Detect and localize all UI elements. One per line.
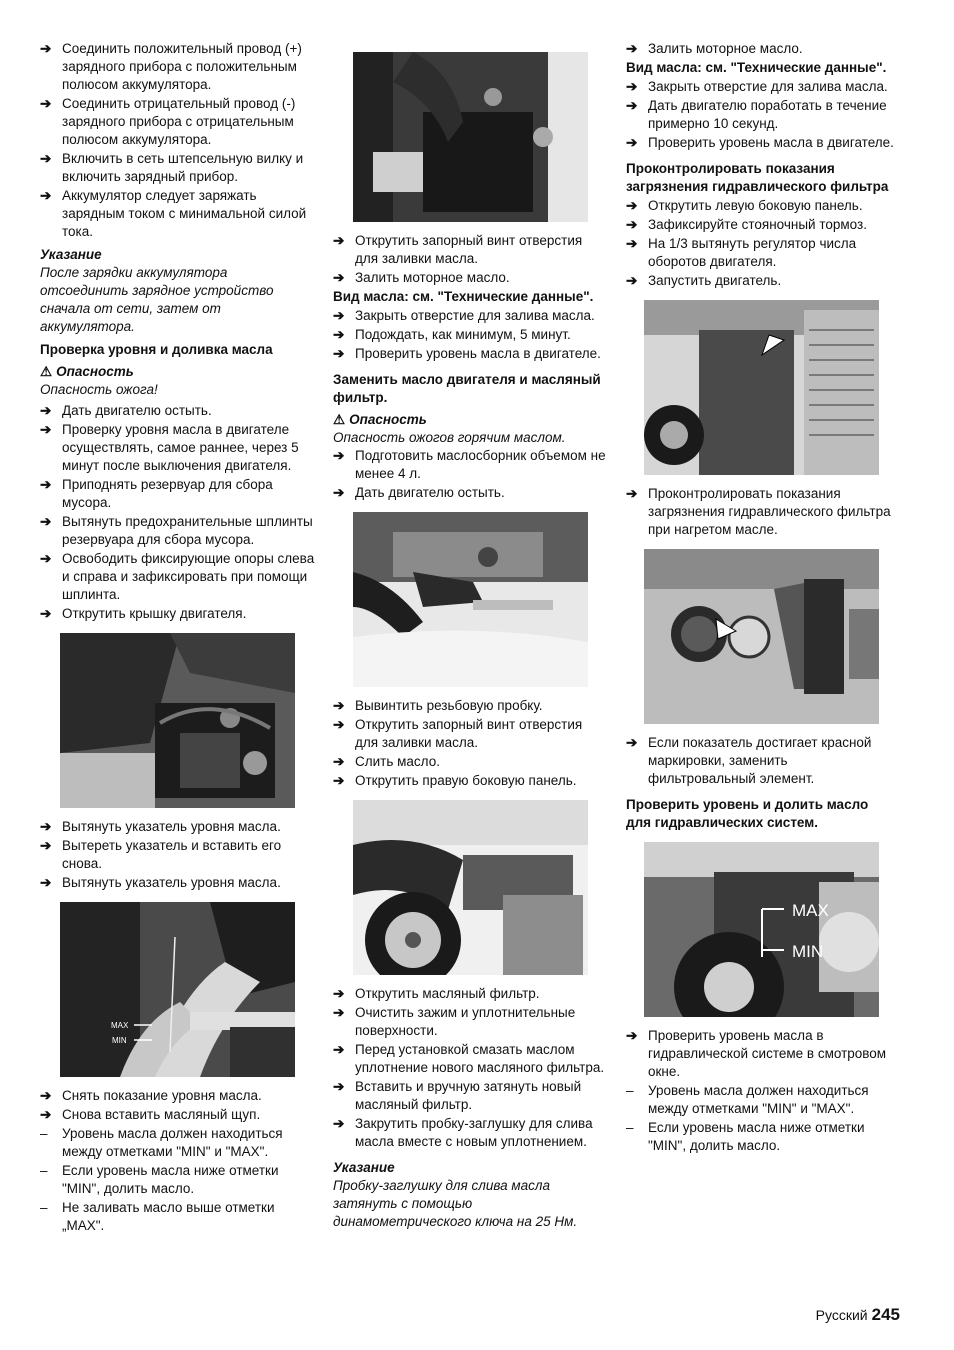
min-label: MIN (112, 1036, 127, 1045)
dash-list-item (40, 1162, 315, 1198)
instruction-item (40, 476, 315, 512)
item-text: Вытереть указатель и вставить его снова. (62, 838, 282, 871)
instruction-item (333, 1078, 608, 1114)
item-text: Если уровень масла ниже отметки "MIN", долить масло. (648, 1120, 865, 1153)
instruction-list (626, 485, 896, 539)
warning-triangle-icon: ⚠ (333, 412, 346, 427)
dash-icon: – (40, 1163, 48, 1178)
warning-title: ⚠ Опасность (40, 364, 134, 379)
instruction-item (40, 837, 315, 873)
instruction-item (626, 97, 896, 133)
section-heading: Проверить уровень и долить масло для гидравлических систем. (626, 797, 869, 830)
instruction-item (626, 197, 896, 215)
arrow-right-icon: ➔ (40, 514, 52, 529)
item-text: Открутить запорный винт отверстия для заливки масла. (355, 717, 583, 750)
warning-title: ⚠ Опасность (333, 412, 427, 427)
arrow-right-icon: ➔ (333, 1079, 345, 1094)
instruction-item (40, 95, 315, 149)
arrow-right-icon: ➔ (333, 485, 345, 500)
item-text: Закрыть отверстие для залива масла. (648, 79, 888, 94)
instruction-list (626, 1027, 896, 1081)
arrow-right-icon: ➔ (626, 273, 638, 288)
arrow-right-icon: ➔ (40, 606, 52, 621)
min-label: MIN (792, 942, 824, 961)
item-text: Уровень масла должен находиться между отметками "MIN" и "MAX". (62, 1126, 283, 1159)
warning-text: Опасность ожогов горячим маслом. (333, 430, 566, 445)
arrow-right-icon: ➔ (40, 819, 52, 834)
warning-text: Опасность ожога! (40, 382, 158, 397)
oil-type-text: Вид масла: см. "Технические данные". (626, 60, 887, 75)
dash-list-item (40, 1125, 315, 1161)
instruction-item (333, 716, 608, 752)
instruction-item (333, 772, 608, 790)
instruction-item (333, 326, 608, 344)
instruction-item (40, 818, 315, 836)
arrow-right-icon: ➔ (333, 448, 345, 463)
instruction-item (626, 40, 896, 58)
item-text: Уровень масла должен находиться между отметками "MIN" и "MAX". (648, 1083, 869, 1116)
arrow-right-icon: ➔ (40, 1088, 52, 1103)
page-number: 245 (871, 1305, 900, 1324)
item-text: Аккумулятор следует заряжать зарядным током с минимальной силой тока. (62, 188, 307, 239)
instruction-item (333, 697, 608, 715)
item-text: Вытянуть указатель уровня масла. (62, 819, 281, 834)
arrow-right-icon: ➔ (333, 754, 345, 769)
arrow-right-icon: ➔ (40, 838, 52, 853)
item-text: Открутить правую боковую панель. (355, 773, 577, 788)
instruction-item (40, 513, 315, 549)
item-text: Закрыть отверстие для залива масла. (355, 308, 595, 323)
instruction-item (40, 402, 315, 420)
warning-triangle-icon: ⚠ (40, 364, 53, 379)
item-text: Дать двигателю остыть. (62, 403, 212, 418)
item-text: Открутить масляный фильтр. (355, 986, 540, 1001)
photo-dipstick-check (60, 902, 295, 1077)
item-text: Залить моторное масло. (355, 270, 510, 285)
instruction-list (40, 402, 315, 623)
dash-icon: – (40, 1126, 48, 1141)
item-text: Перед установкой смазать маслом уплотнение нового масляного фильтра. (355, 1042, 605, 1075)
instruction-item (333, 1115, 608, 1151)
instruction-list (333, 307, 608, 363)
page-footer (816, 1306, 900, 1324)
arrow-right-icon: ➔ (333, 1042, 345, 1057)
instruction-list (40, 1087, 315, 1124)
instruction-list (626, 40, 896, 58)
arrow-right-icon: ➔ (333, 346, 345, 361)
item-text: Вывинтить резьбовую пробку. (355, 698, 543, 713)
instruction-item (40, 874, 315, 892)
item-text: Вытянуть указатель уровня масла. (62, 875, 281, 890)
column-2 (333, 52, 608, 1234)
item-text: Открутить левую боковую панель. (648, 198, 863, 213)
instruction-item (333, 753, 608, 771)
item-text: Дать двигателю остыть. (355, 485, 505, 500)
arrow-right-icon: ➔ (333, 1005, 345, 1020)
photo-hydraulic-panel (644, 300, 879, 475)
instruction-item (626, 235, 896, 271)
arrow-right-icon: ➔ (333, 717, 345, 732)
arrow-right-icon: ➔ (40, 151, 52, 166)
item-text: Слить масло. (355, 754, 440, 769)
instruction-item (333, 484, 608, 502)
column-3 (626, 40, 896, 1156)
arrow-right-icon: ➔ (333, 327, 345, 342)
arrow-right-icon: ➔ (333, 773, 345, 788)
instruction-list (333, 985, 608, 1151)
instruction-item (40, 1106, 315, 1124)
dash-list-item (626, 1082, 896, 1118)
item-text: Закрутить пробку-заглушку для слива масла вместе с новым уплотнением. (355, 1116, 593, 1149)
dash-list-item (626, 1119, 896, 1155)
instruction-item (333, 447, 608, 483)
item-text: Запустить двигатель. (648, 273, 782, 288)
arrow-right-icon: ➔ (626, 217, 638, 232)
item-text: На 1/3 вытянуть регулятор числа оборотов двигателя. (648, 236, 857, 269)
item-text: Если показатель достигает красной маркировки, заменить фильтровальный элемент. (648, 735, 872, 786)
instruction-item (626, 734, 896, 788)
item-text: Снова вставить масляный щуп. (62, 1107, 261, 1122)
dash-icon: – (626, 1120, 634, 1135)
item-text: Очистить зажим и уплотнительные поверхности. (355, 1005, 576, 1038)
section-heading: Заменить масло двигателя и масляный фильтр. (333, 372, 601, 405)
instruction-item (333, 985, 608, 1003)
item-text: Подождать, как минимум, 5 минут. (355, 327, 571, 342)
arrow-right-icon: ➔ (626, 198, 638, 213)
dash-icon: – (40, 1200, 48, 1215)
instruction-item (333, 1004, 608, 1040)
instruction-item (40, 1087, 315, 1105)
column-1 (40, 40, 315, 1236)
arrow-right-icon: ➔ (333, 308, 345, 323)
instruction-item (333, 1041, 608, 1077)
instruction-list (626, 197, 896, 290)
instruction-list (626, 78, 896, 152)
arrow-right-icon: ➔ (626, 79, 638, 94)
arrow-right-icon: ➔ (626, 1028, 638, 1043)
item-text: Открутить крышку двигателя. (62, 606, 247, 621)
instruction-item (626, 272, 896, 290)
item-text: Проверку уровня масла в двигателе осуществлять, самое раннее, через 5 минут после выключения двигателя. (62, 422, 299, 473)
instruction-item (333, 269, 608, 287)
instruction-item (40, 150, 315, 186)
section-heading: Проконтролировать показания загрязнения гидравлического фильтра (626, 161, 889, 194)
dash-icon: – (626, 1083, 634, 1098)
instruction-item (333, 345, 608, 363)
item-text: Освободить фиксирующие опоры слева и справа и зафиксировать при помощи шплинта. (62, 551, 315, 602)
note-text: После зарядки аккумулятора отсоединить зарядное устройство сначала от сети, затем от аккумулятора. (40, 265, 274, 334)
item-text: Снять показание уровня масла. (62, 1088, 262, 1103)
max-label: MAX (111, 1021, 129, 1030)
photo-hydraulic-sight-glass (644, 842, 879, 1017)
photo-oil-drain (353, 512, 588, 687)
arrow-right-icon: ➔ (333, 1116, 345, 1131)
arrow-right-icon: ➔ (333, 986, 345, 1001)
item-text: Проверить уровень масла в двигателе. (355, 346, 601, 361)
instruction-item (333, 232, 608, 268)
photo-filter-indicator (644, 549, 879, 724)
arrow-right-icon: ➔ (40, 96, 52, 111)
arrow-right-icon: ➔ (40, 551, 52, 566)
instruction-item (40, 550, 315, 604)
item-text: Не заливать масло выше отметки „MAX". (62, 1200, 275, 1233)
item-text: Зафиксируйте стояночный тормоз. (648, 217, 867, 232)
item-text: Открутить запорный винт отверстия для заливки масла. (355, 233, 583, 266)
section-heading: Проверка уровня и доливка масла (40, 342, 273, 357)
note-title: Указание (333, 1160, 395, 1175)
item-text: Соединить положительный провод (+) зарядного прибора с положительным полюсом аккумулятора. (62, 41, 302, 92)
dash-list (626, 1082, 896, 1155)
arrow-right-icon: ➔ (40, 403, 52, 418)
instruction-list (40, 818, 315, 892)
instruction-item (626, 216, 896, 234)
item-text: Подготовить маслосборник объемом не менее 4 л. (355, 448, 606, 481)
arrow-right-icon: ➔ (333, 270, 345, 285)
note-title: Указание (40, 247, 102, 262)
arrow-right-icon: ➔ (626, 735, 638, 750)
arrow-right-icon: ➔ (40, 875, 52, 890)
instruction-item (626, 78, 896, 96)
instruction-list (333, 697, 608, 790)
arrow-right-icon: ➔ (40, 41, 52, 56)
item-text: Соединить отрицательный провод (-) зарядного прибора с отрицательным полюсом аккумулятора. (62, 96, 296, 147)
item-text: Вытянуть предохранительные шплинты резервуара для сбора мусора. (62, 514, 313, 547)
item-text: Вставить и вручную затянуть новый масляный фильтр. (355, 1079, 582, 1112)
arrow-right-icon: ➔ (626, 41, 638, 56)
arrow-right-icon: ➔ (626, 236, 638, 251)
instruction-item (40, 40, 315, 94)
max-label: MAX (792, 901, 829, 920)
item-text: Приподнять резервуар для сбора мусора. (62, 477, 273, 510)
instruction-list (626, 734, 896, 788)
item-text: Дать двигателю поработать в течение примерно 10 секунд. (648, 98, 887, 131)
arrow-right-icon: ➔ (333, 698, 345, 713)
instruction-item (333, 307, 608, 325)
note-text: Пробку-заглушку для слива масла затянуть с помощью динамометрического ключа на 25 Нм. (333, 1178, 578, 1229)
item-text: Залить моторное масло. (648, 41, 803, 56)
arrow-right-icon: ➔ (626, 135, 638, 150)
item-text: Проконтролировать показания загрязнения гидравлического фильтра при нагретом масле. (648, 486, 891, 537)
item-text: Проверить уровень масла в двигателе. (648, 135, 894, 150)
instruction-item (40, 605, 315, 623)
photo-oil-filler (353, 52, 588, 222)
item-text: Если уровень масла ниже отметки "MIN", долить масло. (62, 1163, 279, 1196)
instruction-item (40, 187, 315, 241)
photo-oil-filter (353, 800, 588, 975)
instruction-item (626, 134, 896, 152)
instruction-list (40, 40, 315, 241)
arrow-right-icon: ➔ (626, 98, 638, 113)
item-text: Включить в сеть штепсельную вилку и включить зарядный прибор. (62, 151, 304, 184)
item-text: Проверить уровень масла в гидравлической системе в смотровом окне. (648, 1028, 887, 1079)
photo-engine-compartment (60, 633, 295, 808)
arrow-right-icon: ➔ (40, 1107, 52, 1122)
instruction-list (333, 232, 608, 287)
instruction-item (626, 1027, 896, 1081)
arrow-right-icon: ➔ (40, 188, 52, 203)
arrow-right-icon: ➔ (333, 233, 345, 248)
footer-language: Русский (815, 1307, 868, 1323)
dash-list-item (40, 1199, 315, 1235)
arrow-right-icon: ➔ (626, 486, 638, 501)
instruction-item (626, 485, 896, 539)
dash-list (40, 1125, 315, 1235)
instruction-item (40, 421, 315, 475)
arrow-right-icon: ➔ (40, 477, 52, 492)
instruction-list (333, 447, 608, 502)
oil-type-text: Вид масла: см. "Технические данные". (333, 289, 594, 304)
arrow-right-icon: ➔ (40, 422, 52, 437)
